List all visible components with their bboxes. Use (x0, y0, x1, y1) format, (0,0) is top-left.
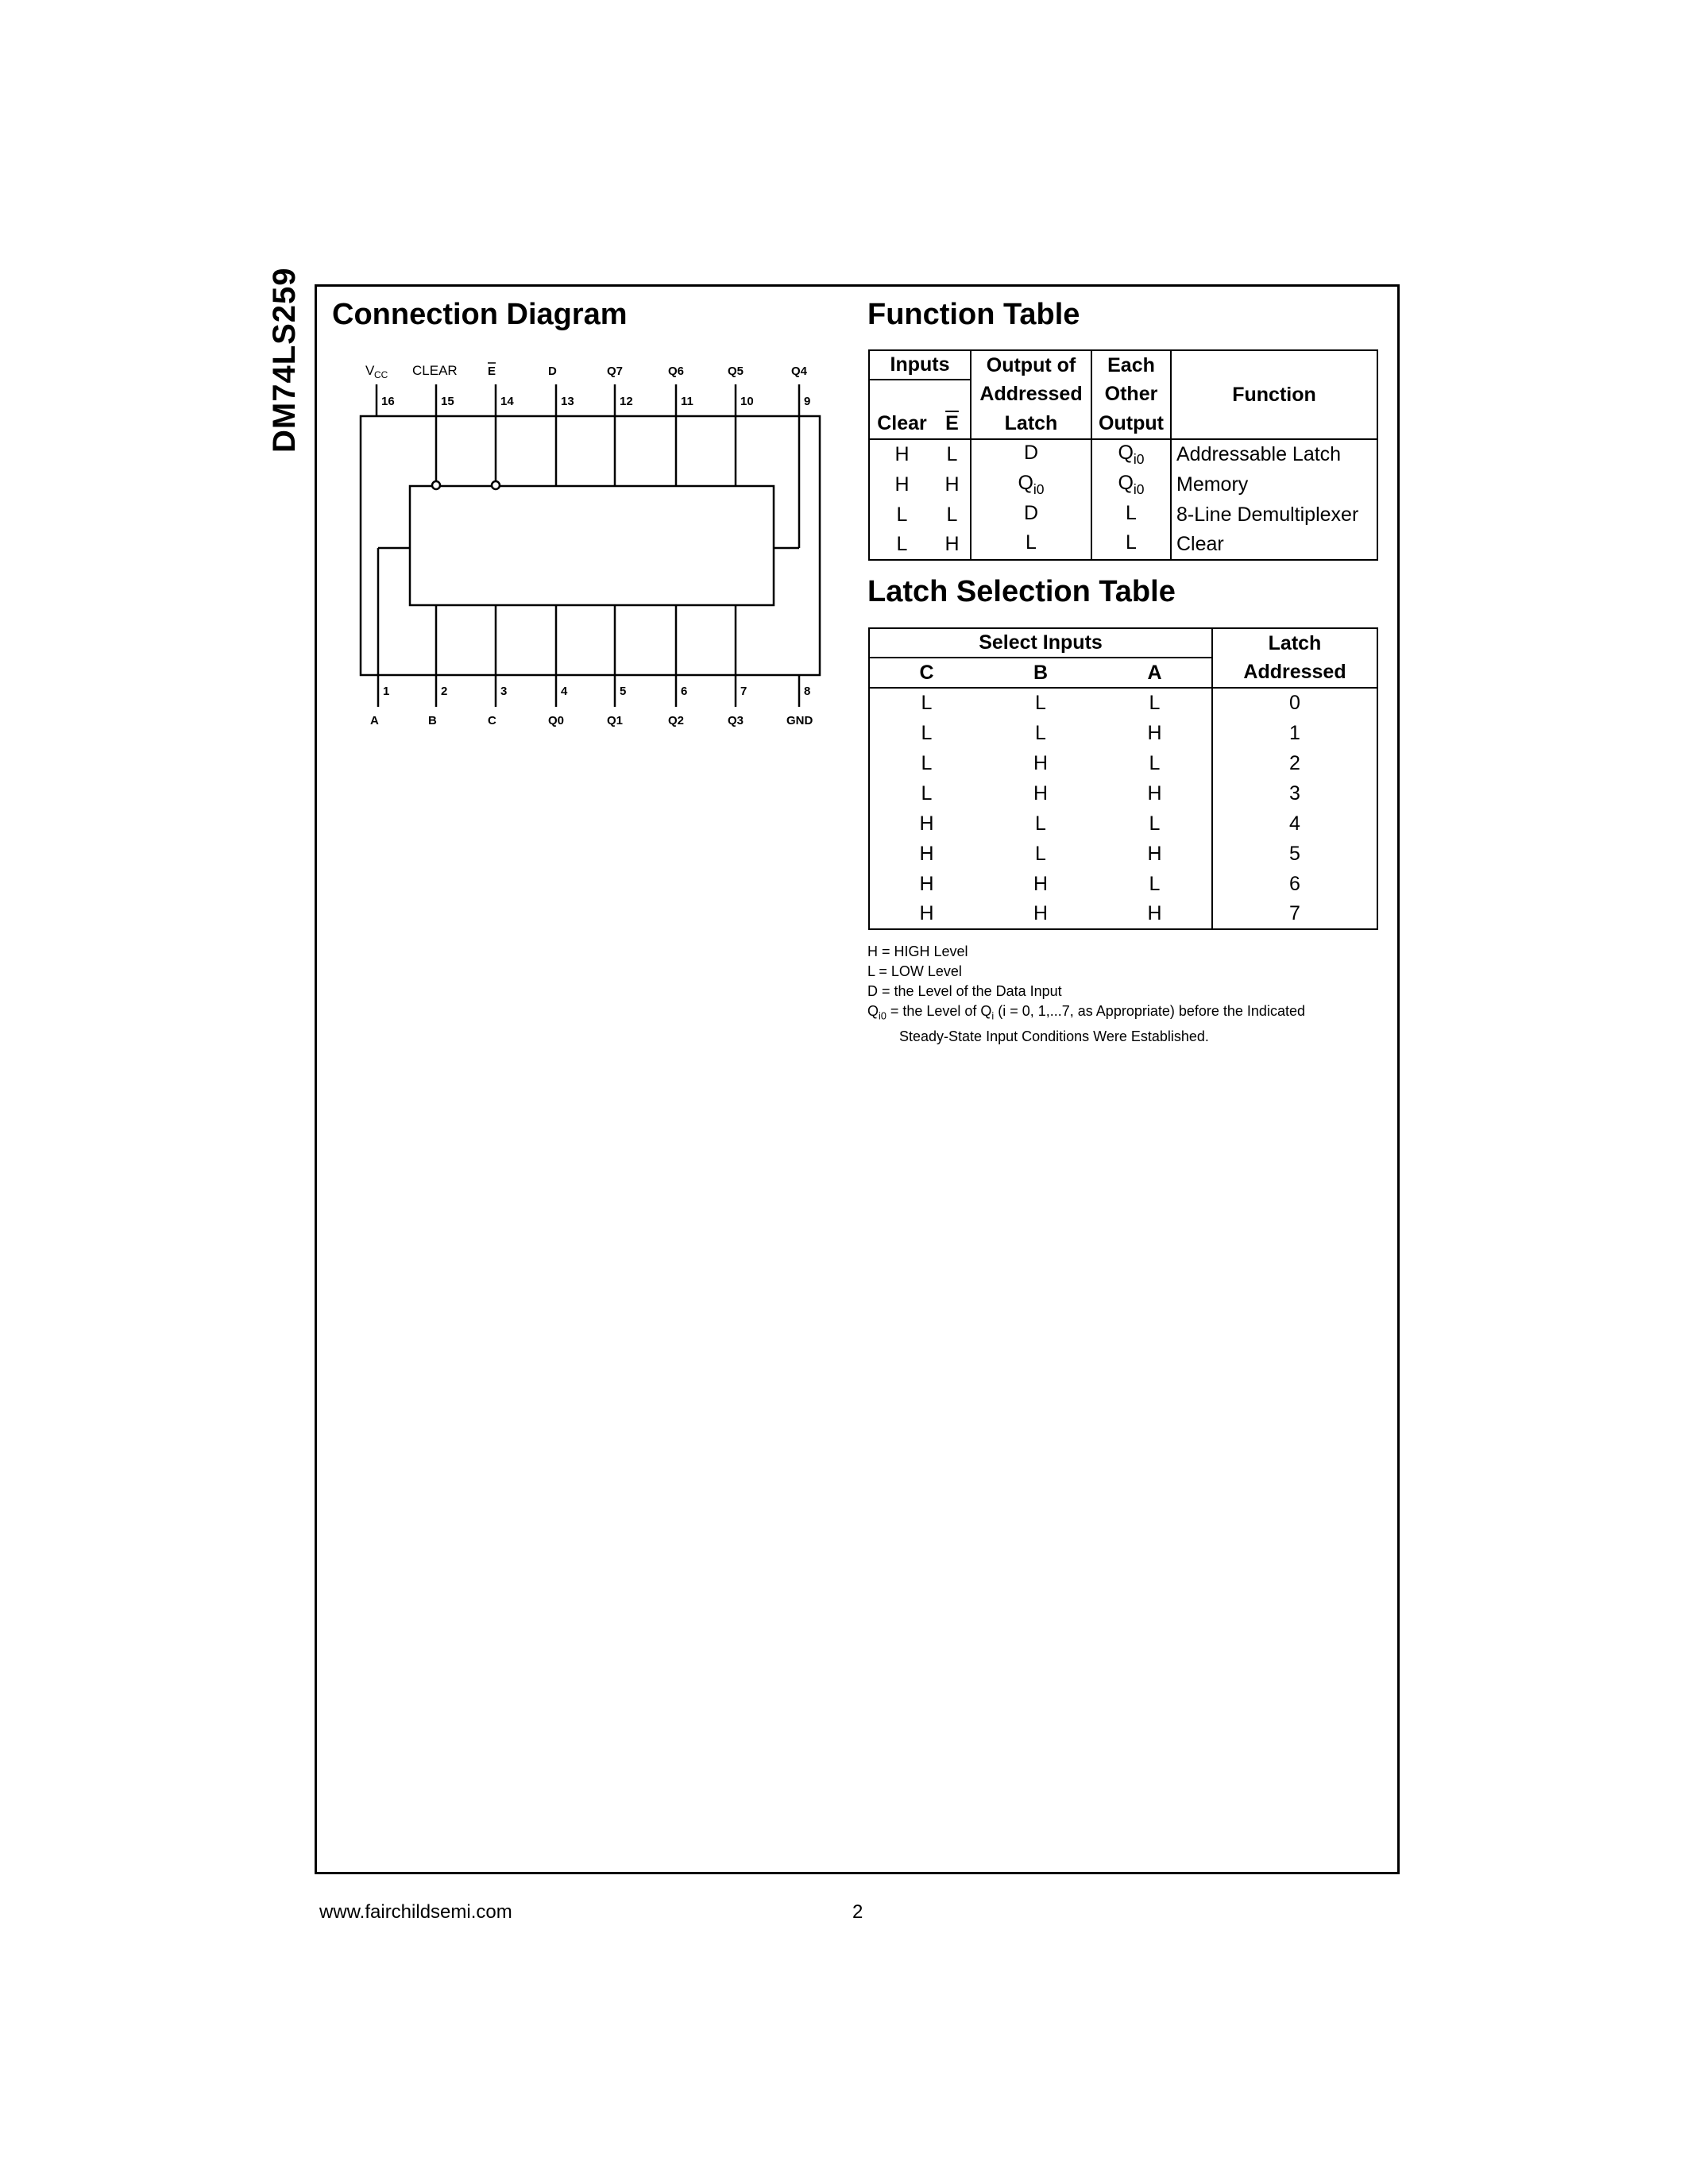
header-latch-line2: Addressed (1212, 658, 1377, 688)
cell-c: H (869, 899, 983, 929)
top-pin-number: 15 (441, 395, 454, 408)
cell-addressed-latch: $Q_{i0}$ (971, 469, 1091, 500)
function-table-row (869, 530, 1377, 560)
cell-latch: 5 (1212, 839, 1377, 869)
cell-addressed-latch: D (971, 500, 1091, 530)
latch-table-row (869, 688, 1377, 718)
cell-latch: 2 (1212, 748, 1377, 778)
top-pin-number: 13 (561, 395, 574, 408)
top-pin-number: 12 (620, 395, 633, 408)
bottom-pin-number: 2 (441, 685, 448, 698)
cell-a: L (1098, 748, 1212, 778)
cell-other-output: $Q_{i0}$ (1091, 469, 1171, 500)
cell-a: H (1098, 718, 1212, 748)
note-data: D = the Level of the Data Input (867, 983, 1062, 999)
top-pin-label: Q6 (668, 365, 685, 378)
top-pin-number: 9 (804, 395, 811, 408)
header-inputs-spacer (869, 380, 971, 409)
connection-diagram (350, 357, 842, 739)
bottom-pin-number: 7 (740, 685, 747, 698)
cell-clear: H (869, 439, 934, 469)
latch-table-row (869, 869, 1377, 899)
cell-b: L (1035, 721, 1046, 744)
note-low: L = LOW Level (867, 963, 962, 979)
cell-clear: H (869, 469, 934, 500)
cell-c: L (869, 778, 983, 808)
bottom-pin-number: 8 (804, 685, 811, 698)
bottom-pin-label: Q3 (728, 714, 744, 727)
latch-table-title: Latch Selection Table (867, 575, 1176, 608)
vcc-subscript: CC (374, 369, 388, 380)
latch-table-row (869, 899, 1377, 929)
header-each-line2: Other (1091, 380, 1171, 409)
latch-table-row (869, 718, 1377, 748)
inversion-bubble (432, 481, 440, 489)
bottom-pin-label: Q0 (548, 714, 565, 727)
function-table-row (869, 439, 1377, 469)
top-pin-label: E (488, 365, 496, 378)
cell-c: H (869, 869, 983, 899)
cell-e: H (934, 530, 971, 560)
header-output-line2: Addressed (971, 380, 1091, 409)
cell-other-output: L (1091, 500, 1171, 530)
latch-table-row (869, 839, 1377, 869)
top-pin-number: 11 (681, 395, 693, 408)
header-output-line1: Output of (971, 350, 1091, 380)
header-each-line3: Output (1091, 409, 1171, 439)
cell-function: Addressable Latch (1171, 439, 1377, 469)
cell-function: Memory (1171, 469, 1377, 500)
bottom-pin-number: 1 (383, 685, 390, 698)
top-pin-label: CLEAR (412, 363, 458, 378)
cell-function: 8-Line Demultiplexer (1171, 500, 1377, 530)
cell-b: H (983, 899, 1098, 929)
function-table-row (869, 500, 1377, 530)
bottom-pin-number: 6 (681, 685, 688, 698)
inversion-bubble (492, 481, 500, 489)
top-pin-label: V (365, 363, 375, 378)
function-table-title: Function Table (867, 298, 1080, 331)
function-table (868, 349, 1378, 561)
cell-a: L (1098, 808, 1212, 839)
latch-table-row (869, 748, 1377, 778)
top-pin-number: 10 (740, 395, 754, 408)
header-inputs: Inputs (869, 350, 971, 380)
cell-e: L (934, 500, 971, 530)
header-select-inputs: Select Inputs (869, 628, 1212, 658)
top-pin-label: Q5 (728, 365, 744, 378)
logic-block (410, 486, 774, 605)
cell-addressed-latch: D (971, 439, 1091, 469)
top-pin-label: D (548, 365, 557, 378)
cell-latch: 1 (1212, 718, 1377, 748)
cell-b: L (1035, 842, 1046, 865)
function-table-row (869, 469, 1377, 500)
note-qi0-continued: Steady-State Input Conditions Were Established. (899, 1028, 1209, 1044)
cell-a: L (1098, 869, 1212, 899)
bottom-pin-label: B (428, 714, 437, 727)
bottom-pin-label: GND (786, 714, 813, 727)
bottom-pin-label: A (370, 714, 379, 727)
latch-table-row (869, 778, 1377, 808)
table-notes (867, 942, 1376, 1047)
package-outline (361, 416, 820, 675)
cell-c: L (869, 748, 983, 778)
header-latch-line1: Latch (1212, 628, 1377, 658)
cell-c: L (869, 718, 983, 748)
header-e: $\overline{E}$ (934, 409, 971, 439)
header-c: C (869, 658, 983, 688)
cell-latch: 7 (1212, 899, 1377, 929)
page-number: 2 (852, 1901, 863, 1923)
bottom-pin-label: Q1 (607, 714, 624, 727)
top-pin-label: Q7 (607, 365, 624, 378)
cell-other-output: L (1091, 530, 1171, 560)
latch-selection-table (868, 627, 1378, 930)
side-title: DM74LS259 (267, 267, 302, 453)
cell-b: H (1033, 751, 1049, 774)
top-pin-number: 14 (500, 395, 514, 408)
cell-a: H (1098, 778, 1212, 808)
cell-function: Clear (1171, 530, 1377, 560)
cell-b: H (1033, 872, 1049, 895)
cell-e: H (934, 469, 971, 500)
cell-clear: L (869, 530, 934, 560)
connection-diagram-title: Connection Diagram (332, 298, 628, 331)
cell-latch: 6 (1212, 869, 1377, 899)
bottom-pin-label: Q2 (668, 714, 685, 727)
top-pin-number: 16 (381, 395, 395, 408)
cell-b: L (1035, 812, 1046, 835)
header-a: A (1098, 658, 1212, 688)
header-clear: Clear (869, 409, 934, 439)
header-each-line1: Each (1091, 350, 1171, 380)
latch-table-row (869, 808, 1377, 839)
bottom-pin-number: 4 (561, 685, 568, 698)
cell-clear: L (869, 500, 934, 530)
cell-a: H (1098, 899, 1212, 929)
cell-latch: 4 (1212, 808, 1377, 839)
cell-c: H (869, 808, 983, 839)
header-output-line3: Latch (971, 409, 1091, 439)
cell-latch: 0 (1212, 688, 1377, 718)
top-pin-label: Q4 (791, 365, 808, 378)
bottom-pin-number: 3 (500, 685, 508, 698)
header-b: B (983, 658, 1098, 688)
cell-other-output: $Q_{i0}$ (1091, 439, 1171, 469)
cell-c: H (869, 839, 983, 869)
note-high: H = HIGH Level (867, 943, 968, 959)
cell-b: H (1033, 781, 1049, 805)
bottom-pin-label: C (488, 714, 496, 727)
cell-b: L (983, 688, 1098, 718)
bottom-pin-number: 5 (620, 685, 627, 698)
cell-latch: 3 (1212, 778, 1377, 808)
footer-url[interactable]: www.fairchildsemi.com (319, 1901, 512, 1923)
cell-addressed-latch: L (971, 530, 1091, 560)
cell-c: L (869, 688, 983, 718)
note-qi0: $Q_{i0}$ = the Level of $Q_i$ (i = 0, 1,...7, as Appropriate) before the Indicated (867, 1003, 1305, 1022)
cell-a: H (1098, 839, 1212, 869)
cell-e: L (934, 439, 971, 469)
cell-a: L (1098, 688, 1212, 718)
header-function: Function (1171, 350, 1377, 439)
